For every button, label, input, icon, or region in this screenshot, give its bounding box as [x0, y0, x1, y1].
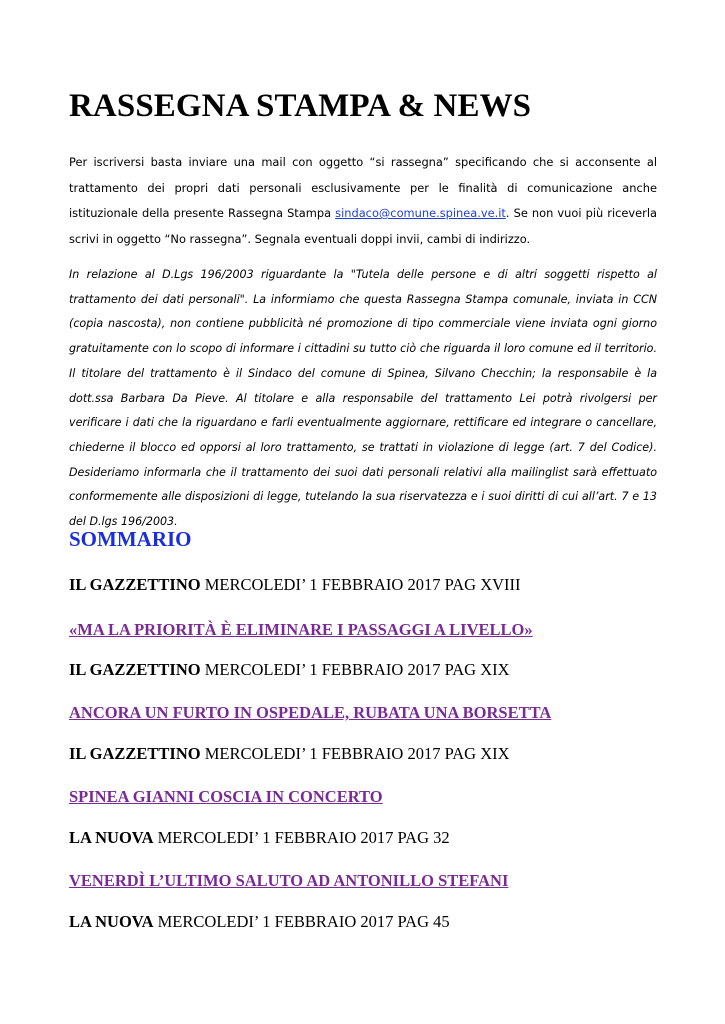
article-link[interactable]: «MA LA PRIORITÀ È ELIMINARE I PASSAGGI A LIVELLO» [69, 620, 533, 639]
subscription-text-before: Per iscriversi basta inviare una mail con oggetto “si rassegna” specificando che si acconsente al trattamento dei propri dati personali esclusivamente per le finalità di comunicazione anche istituzionale della presente Rassegna Stampa [69, 155, 657, 220]
source-name: LA NUOVA [69, 828, 154, 847]
source-date: MERCOLEDI’ 1 FEBBRAIO 2017 PAG 32 [153, 828, 450, 847]
source-name: LA NUOVA [69, 912, 154, 931]
sommario-heading: SOMMARIO [69, 527, 192, 551]
source-line [69, 828, 450, 848]
source-date: MERCOLEDI’ 1 FEBBRAIO 2017 PAG XVIII [200, 575, 521, 594]
source-line [69, 660, 510, 680]
source-name: IL GAZZETTINO [69, 575, 201, 594]
source-date: MERCOLEDI’ 1 FEBBRAIO 2017 PAG 45 [153, 912, 450, 931]
source-line [69, 744, 510, 764]
email-link[interactable]: sindaco@comune.spinea.ve.it [335, 206, 506, 220]
source-date: MERCOLEDI’ 1 FEBBRAIO 2017 PAG XIX [200, 744, 510, 763]
article-link[interactable]: ANCORA UN FURTO IN OSPEDALE, RUBATA UNA BORSETTA [69, 703, 552, 722]
source-date: MERCOLEDI’ 1 FEBBRAIO 2017 PAG XIX [200, 660, 510, 679]
source-line [69, 575, 521, 595]
subscription-text-after: . Se non vuoi più riceverla scrivi in oggetto “No rassegna”. Segnala eventuali doppi invii, cambi di indirizzo. [69, 206, 658, 246]
source-name: IL GAZZETTINO [69, 660, 201, 679]
article-link[interactable]: SPINEA GIANNI COSCIA IN CONCERTO [69, 787, 383, 806]
privacy-notice: In relazione al D.Lgs 196/2003 riguardante la "Tutela delle persone e di altri soggetti rispetto al trattamento dei dati personali". La informiamo che questa Rassegna Stampa comunale, inviata in CCN (copia nascosta), non contiene pubblicità né promozione di tipo commerciale viene inviata ogni giorno gratuitamente con lo scopo di informare i cittadini su tutto ciò che riguarda il loro comune ed il territorio. Il titolare del trattamento è il Sindaco del comune di Spinea, Silvano Checchin; la responsabile è la dott.ssa Barbara Da Pieve. Al titolare e alla responsabile del trattamento Lei potrà rivolgersi per verificare i dati che la riguardano e farli eventualmente aggiornare, rettificare ed integrare o cancellare, chiederne il blocco ed opporsi al loro trattamento, se trattati in violazione di legge (art. 7 del Codice). Desideriamo informarla che il trattamento dei suoi dati personali relativi alla mailinglist sarà effettuato conformemente alle disposizioni di legge, tutelando la sua riservatezza e i suoi diritti di cui all’art. 7 e 13 del D.lgs 196/2003. [69, 268, 657, 529]
page-title: RASSEGNA STAMPA & NEWS [69, 88, 532, 124]
article-link[interactable]: VENERDÌ L’ULTIMO SALUTO AD ANTONILLO STEFANI [69, 871, 509, 890]
subscription-info [69, 150, 657, 252]
source-name: IL GAZZETTINO [69, 744, 201, 763]
source-line [69, 912, 450, 932]
